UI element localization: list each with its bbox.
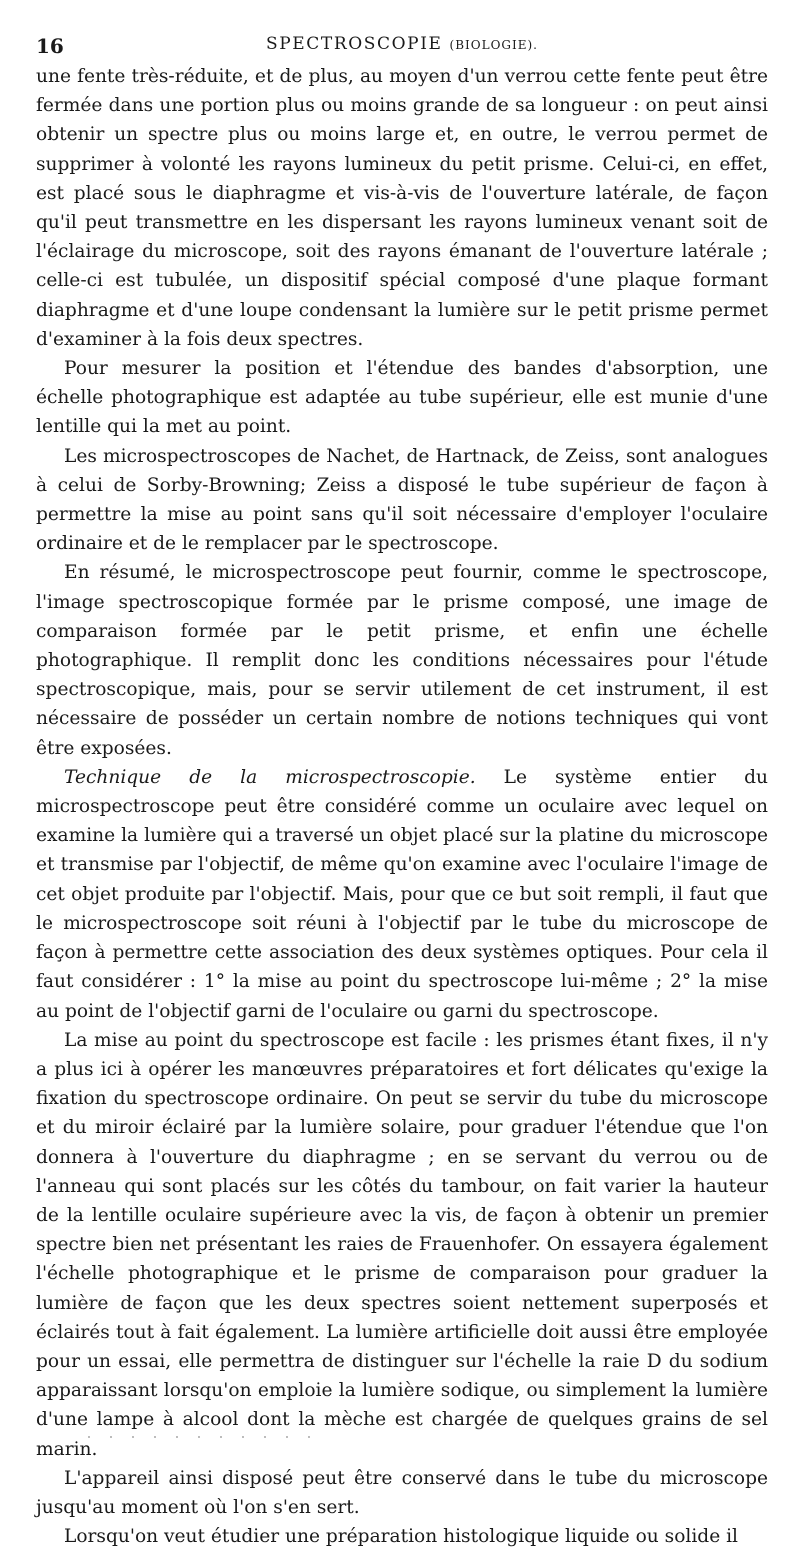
section-heading: Technique de la microspectroscopie. (64, 766, 476, 788)
paragraph: La mise au point du spectroscope est facile : les prismes étant fixes, il n'y a plus ici à opérer les manœuvres préparatoires et fort délicates qu'exige la fixation du spectroscope ordinaire. On peut se servir du tube du microscope et du miroir éclairé par la lumière solaire, pour graduer l'étendue que l'on donnera à l'ouverture du diaphragme ; en se servant du verrou ou de l'anneau qui sont placés sur les côtés du tambour, on fait varier la hauteur de la lentille oculaire supérieure avec la vis, de façon à obtenir un premier spectre bien net présentant les raies de Frauenhofer. On essayera également l'échelle photographique et le prisme de comparaison pour graduer la lumière de façon que les deux spectres soient nettement superposés et éclairés tout à fait également. La lumière artificielle doit aussi être employée pour un essai, elle permettra de distinguer sur l'échelle la raie D du sodium apparaissant lorsqu'on emploie la lumière sodique, ou simplement la lumière d'une lampe à alcool dont la mèche est chargée de quelques grains de sel marin. (36, 1029, 768, 1460)
running-head (36, 34, 768, 54)
technique-paragraph (36, 763, 768, 1026)
paragraph: Pour mesurer la position et l'étendue des bandes d'absorption, une échelle photographique est adaptée au tube supérieur, elle est munie d'une lentille qui la met au point. (36, 358, 768, 438)
section-text: Le système entier du microspectroscope peut être considéré comme un oculaire avec lequel on examine la lumière qui a traversé un objet placé sur la platine du microscope et transmise par l'objectif, de même qu'on examine avec l'oculaire l'image de cet objet produite par l'objectif. Mais, pour que ce but soit rempli, il faut que le microspectroscope soit réuni à l'objectif par le tube du microscope de façon à permettre cette association des deux systèmes optiques. Pour cela il faut considérer : 1° la mise au point du spectroscope lui-même ; 2° la mise au point de l'objectif garni de l'oculaire ou garni du spectroscope. (36, 766, 768, 1022)
footer-mark (78, 1436, 318, 1438)
body-text (36, 62, 768, 1551)
page-number: 16 (36, 34, 64, 58)
running-subtitle: (BIOLOGIE). (449, 38, 538, 52)
paragraph: une fente très-réduite, et de plus, au moyen d'un verrou cette fente peut être fermée dans une portion plus ou moins grande de sa longueur : on peut ainsi obtenir un spectre plus ou moins large et, en outre, le verrou permet de supprimer à volonté les rayons lumineux du petit prisme. Celui-ci, en effet, est placé sous le diaphragme et vis-à-vis de l'ouverture latérale, de façon qu'il peut transmettre en les dispersant les rayons lumineux venant soit de l'éclairage du microscope, soit des rayons émanant de l'ouverture latérale ; celle-ci est tubulée, un dispositif spécial composé d'une plaque formant diaphragme et d'une loupe condensant la lumière sur le petit prisme permet d'examiner à la fois deux spectres. (36, 66, 768, 350)
paragraph: L'appareil ainsi disposé peut être conservé dans le tube du microscope jusqu'au moment où l'on s'en sert. (36, 1467, 768, 1518)
book-page (36, 28, 768, 1551)
running-title: SPECTROSCOPIE (265, 34, 443, 54)
paragraph: Lorsqu'on veut étudier une préparation histologique liquide ou solide il (64, 1526, 738, 1548)
page-header (36, 28, 768, 62)
paragraph: En résumé, le microspectroscope peut fournir, comme le spectroscope, l'image spectroscopique formée par le prisme composé, une image de comparaison formée par le petit prisme, et enfin une échelle photographique. Il remplit donc les conditions nécessaires pour l'étude spectroscopique, mais, pour se servir utilement de cet instrument, il est nécessaire de posséder un certain nombre de notions techniques qui vont être exposées. (36, 562, 768, 759)
paragraph: Les microspectroscopes de Nachet, de Hartnack, de Zeiss, sont analogues à celui de Sorby-Browning; Zeiss a disposé le tube supérieur de façon à permettre la mise au point sans qu'il soit nécessaire d'employer l'oculaire ordinaire et de le remplacer par le spectroscope. (36, 445, 768, 555)
